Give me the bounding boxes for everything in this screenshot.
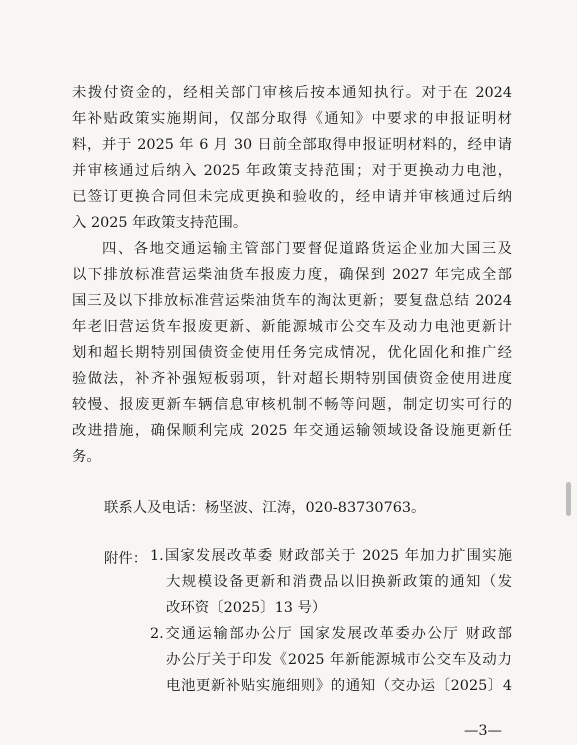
paragraph1-line: 未拨付资金的，经相关部门审核后按本通知执行。对于在 2024: [72, 85, 512, 101]
paragraph2-line: 四、各地交通运输主管部门要督促道路货运企业加大国三及: [102, 241, 512, 257]
paragraph1-line: 已签订更换合同但未完成更换和验收的，经申请并审核通过后纳: [72, 189, 512, 205]
attachment1-line: 改环资〔2025〕13 号）: [166, 600, 327, 616]
attachment2-line: 电池更新补贴实施细则》的通知（交办运〔2025〕4: [166, 678, 512, 694]
attachment1-line: 大规模设备更新和消费品以旧换新政策的通知（发: [166, 574, 512, 590]
paragraph2-line: 改进措施，确保顺利完成 2025 年交通运输领域设备设施更新任: [72, 423, 512, 439]
attachment2-line: 2.交通运输部办公厅 国家发展改革委办公厅 财政部: [150, 626, 512, 642]
attachment1-line: 1.国家发展改革委 财政部关于 2025 年加力扩围实施: [150, 548, 512, 564]
paragraph2-line: 国三及以下排放标准营运柴油货车的淘汰更新；要复盘总结 2024: [72, 293, 512, 309]
paragraph2-line: 年老旧营运货车报废更新、新能源城市公交车及动力电池更新计: [72, 319, 512, 335]
attachment2-line: 办公厅关于印发《2025 年新能源城市公交车及动力: [166, 652, 512, 668]
page-number: —3—: [464, 723, 502, 739]
paragraph2-line: 务。: [72, 449, 101, 465]
paragraph2-line: 划和超长期特别国债资金使用任务完成情况，优化固化和推广经: [72, 345, 512, 361]
paragraph1-line: 并审核通过后纳入 2025 年政策支持范围；对于更换动力电池，: [72, 163, 512, 179]
paragraph1-line: 年补贴政策实施期间，仅部分取得《通知》中要求的申报证明材: [72, 111, 512, 127]
paragraph1-line: 入 2025 年政策支持范围。: [72, 215, 248, 231]
contact-info: 联系人及电话：杨坚波、江涛，020-83730763。: [104, 500, 426, 516]
paragraph2-line: 较慢、报废更新车辆信息审核机制不畅等问题，制定切实可行的: [72, 397, 512, 413]
paragraph1-line: 料，并于 2025 年 6 月 30 日前全部取得申报证明材料的，经申请: [72, 137, 512, 153]
paragraph2-line: 以下排放标准营运柴油货车报废力度，确保到 2027 年完成全部: [72, 267, 512, 283]
scrollbar[interactable]: [566, 482, 571, 516]
paragraph2-line: 验做法，补齐补强短板弱项，针对超长期特别国债资金使用进度: [72, 371, 512, 387]
attachments-label: 附件：: [104, 551, 148, 567]
